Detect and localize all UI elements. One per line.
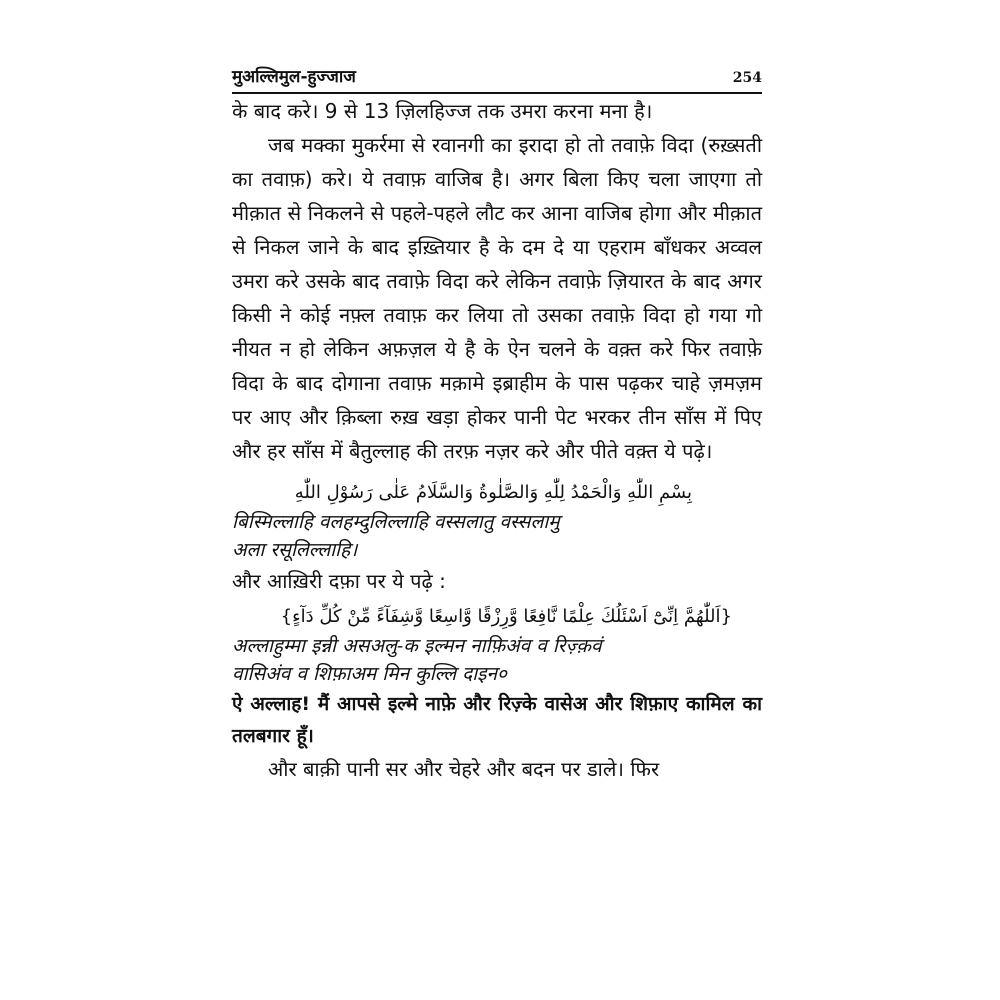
arabic-dua-allahumma: {اَللّٰهُمَّ اِنِّىْٓ اَسْئَلُكَ عِلْمًا نَّافِعًا وَّرِزْقًا وَّاسِعًا وَّشِفَآءً مِّنْ كُلِّ دَآءٍ} [280,606,732,627]
page-header [232,66,762,94]
page-number: 254 [732,70,762,86]
page-body [232,94,762,786]
book-title: मुअल्लिमुल-हुज्जाज [232,67,356,87]
arabic-dua-bismillah: بِسْمِ اللّٰهِ وَالْحَمْدُ لِلّٰهِ وَالصَّلٰوةُ وَالسَّلَامُ عَلٰى رَسُوْلِ اللّٰهِ [294,482,692,503]
paragraph-last: और बाक़ी पानी सर और चेहरे और बदन पर डाले। फिर [268,757,660,781]
transliteration-line: अला रसूलिल्लाहि। [232,539,358,561]
instruction-line: और आख़िरी दफ़ा पर ये पढ़े : [232,569,446,593]
transliteration-line: बिस्मिल्लाहि वलहम्दुलिल्लाहि वस्सलातु वस्सलामु [232,511,560,533]
transliteration-line: अल्लाहुम्मा इन्नी असअलु-क इल्मन नाफ़िअंव व रिज़्क़वं [232,635,602,657]
paragraph-tawaf-wida: जब मक्का मुकर्रमा से रवानगी का इरादा हो तो तवाफ़े विदा (रुख़्सती का तवाफ़) करे। ये तवाफ़ वाजिब है। अगर बिला किए चला जाएगा तो मीक़ात से निकलने से पहले-पहले लौट कर आना वाजिब होगा और मीक़ात से निकल जाने के बाद इख़्तियार है के दम दे या एहराम बाँधकर अव्वल उमरा करे उसके बाद तवाफ़े विदा करे लेकिन तवाफ़े ज़ियारत के बाद अगर किसी ने कोई नफ़्ल तवाफ़ कर लिया तो उसका तवाफ़े विदा हो गया गो नीयत न हो लेकिन अफ़ज़ल ये है के ऐन चलने के वक़्त करे फिर तवाफ़े विदा के बाद दोगाना तवाफ़ मक़ामे इब्राहीम के पास पढ़कर चाहे ज़मज़म पर आए और क़िब्ला रुख़ खड़ा होकर पानी पेट भरकर तीन साँस में पिए और हर साँस में बैतुल्लाह की तरफ़ नज़र करे और पीते वक़्त ये पढ़े। [232,133,762,463]
translation-bold: ऐ अल्लाह! मैं आपसे इल्मे नाफ़े और रिज़्के वासेअ और शिफ़ाए कामिल का तलबगार हूँ। [232,693,762,747]
transliteration-line: वासिअंव व शिफ़ाअम मिन कुल्लि दाइन० [232,663,507,685]
paragraph-continued: के बाद करे। 9 से 13 ज़िलहिज्ज तक उमरा करना मना है। [232,99,653,123]
